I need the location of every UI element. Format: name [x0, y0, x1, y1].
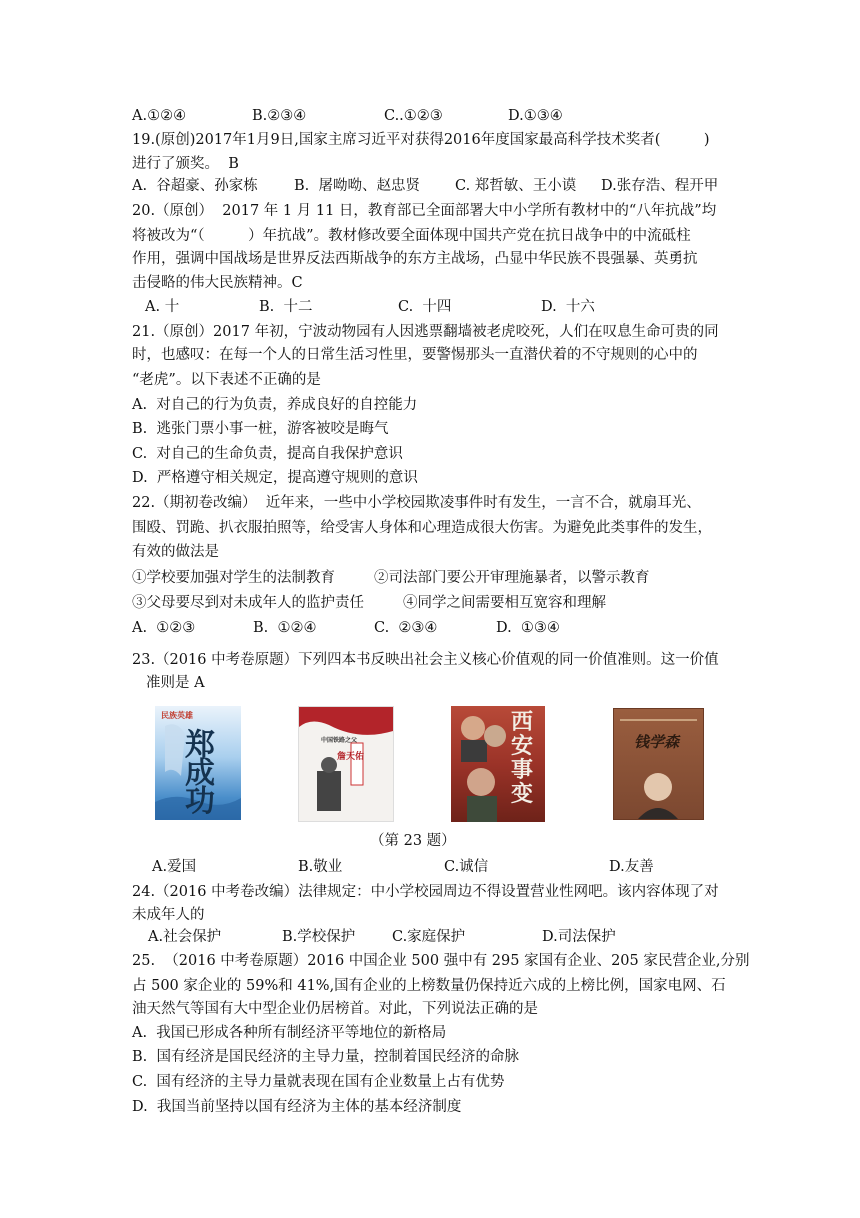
q21-stem-line: 21.（原创）2017 年初，宁波动物园有人因逃票翻墙被老虎咬死，人们在叹息生命可贵的同: [132, 324, 719, 340]
q24-option-c: C.家庭保护: [392, 929, 466, 945]
q25-option-a: A. 我国已形成各种所有制经济平等地位的新格局: [132, 1025, 447, 1041]
q22-option-b: B. ①②④: [253, 620, 317, 636]
q21-option-b: B. 逃张门票小事一桩，游客被咬是晦气: [132, 421, 389, 437]
q24-option-d: D.司法保护: [542, 929, 616, 945]
q19-option-b: B. 屠呦呦、赵忠贤: [294, 178, 420, 194]
cover-title: 钱学森: [634, 733, 680, 751]
figure-caption: （第 23 题）: [370, 833, 456, 849]
q19-stem-line: 进行了颁奖。 B: [132, 156, 239, 172]
q23-stem-line: 准则是 A: [146, 675, 205, 691]
q19-option-a: A. 谷超豪、孙家栋: [132, 178, 258, 194]
q20-stem-line: 20.（原创） 2017 年 1 月 11 日，教育部已全面部署大中小学所有教材中的“八年抗战”均: [132, 203, 717, 219]
q22-option-c: C. ②③④: [374, 620, 438, 636]
q23-option-d: D.友善: [609, 859, 654, 875]
q20-option-a: A. 十: [145, 299, 180, 315]
q21-option-a: A. 对自己的行为负责，养成良好的自控能力: [132, 397, 418, 413]
q25-stem-line: 25. （2016 中考卷原题）2016 中国企业 500 强中有 295 家国有企业、205 家民营企业,分别: [132, 953, 750, 969]
q25-option-d: D. 我国当前坚持以国有经济为主体的基本经济制度: [132, 1099, 462, 1115]
q21-stem-line: 时，也感叹：在每一个人的日常生活习性里，要警惕那头一直潜伏着的不守规则的心中的: [132, 347, 698, 363]
q22-option-d: D. ①③④: [496, 620, 560, 636]
book-cover-zhan-tianyou: [298, 706, 394, 822]
q18-option-d: D.①③④: [508, 108, 563, 124]
cover-top-text: 中国铁路之父: [321, 737, 358, 744]
q21-option-c: C. 对自己的生命负责，提高自我保护意识: [132, 446, 403, 462]
q22-stem-line: 有效的做法是: [132, 544, 219, 560]
q19-option-d: D.张存浩、程开甲: [601, 178, 719, 194]
q18-option-b: B.②③④: [252, 108, 307, 124]
q18-option-a: A.①②④: [132, 108, 187, 124]
q20-stem-line: 将被改为“（ ）年抗战”。教材修改要全面体现中国共产党在抗日战争中的中流砥柱: [132, 228, 691, 244]
q20-stem-line: 击侵略的伟大民族精神。C: [132, 275, 303, 291]
q22-statement-3: ③父母要尽到对未成年人的监护责任: [132, 595, 364, 611]
book-cover-qian-xuesen: [613, 708, 704, 820]
q19-stem-line: 19.(原创)2017年1月9日,国家主席习近平对获得2016年度国家最高科学技术奖者( ): [132, 132, 710, 148]
q25-option-b: B. 国有经济是国民经济的主导力量，控制着国民经济的命脉: [132, 1049, 519, 1065]
q20-option-c: C. 十四: [398, 299, 452, 315]
q23-stem-line: 23.（2016 中考卷原题）下列四本书反映出社会主义核心价值观的同一价值准则。这一价值: [132, 652, 719, 668]
q18-option-c: C..①②③: [384, 108, 443, 124]
q24-stem-line: 24.（2016 中考卷改编）法律规定：中小学校园周边不得设置营业性网吧。该内容体现了对: [132, 884, 719, 900]
q25-stem-line: 占 500 家企业的 59%和 41%,国有企业的上榜数量仍保持近六成的上榜比例，国家电网、石: [132, 978, 726, 994]
q25-option-c: C. 国有经济的主导力量就表现在国有企业数量上占有优势: [132, 1074, 505, 1090]
q22-stem-line: 围殴、罚跪、扒衣服拍照等，给受害人身体和心理造成很大伤害。为避免此类事件的发生，: [132, 520, 712, 536]
q24-option-a: A.社会保护: [148, 929, 222, 945]
book-cover-zheng-chenggong: [155, 706, 241, 820]
q21-stem-line: “老虎”。以下表述不正确的是: [132, 372, 321, 388]
cover-title: 詹天佑: [337, 752, 365, 762]
q22-option-a: A. ①②③: [132, 620, 196, 636]
q22-statement-2: ②司法部门要公开审理施暴者，以警示教育: [374, 570, 650, 586]
q19-option-c: C. 郑哲敏、王小谟: [455, 178, 577, 194]
q22-statement-4: ④同学之间需要相互宽容和理解: [403, 595, 606, 611]
q21-option-d: D. 严格遵守相关规定，提高遵守规则的意识: [132, 470, 418, 486]
q24-stem-line: 未成年人的: [132, 907, 205, 923]
q22-stem-line: 22.（期初卷改编） 近年来，一些中小学校园欺凌事件时有发生，一言不合，就扇耳光、: [132, 495, 701, 511]
book-cover-xian-incident: [451, 706, 545, 822]
q23-option-c: C.诚信: [444, 859, 489, 875]
q20-option-d: D. 十六: [541, 299, 595, 315]
cover-title: 西安事变: [511, 709, 534, 807]
q24-option-b: B.学校保护: [282, 929, 356, 945]
q20-stem-line: 作用，强调中国战场是世界反法西斯战争的东方主战场，凸显中华民族不畏强暴、英勇抗: [132, 251, 698, 267]
cover-title: 郑成功: [185, 728, 215, 819]
q20-option-b: B. 十二: [259, 299, 313, 315]
q23-option-a: A.爱国: [152, 859, 197, 875]
q23-option-b: B.敬业: [298, 859, 343, 875]
q22-statement-1: ①学校要加强对学生的法制教育: [132, 570, 335, 586]
q25-stem-line: 油天然气等国有大中型企业仍居榜首。对此，下列说法正确的是: [132, 1001, 538, 1017]
cover-top-text: 民族英雄: [161, 710, 193, 720]
